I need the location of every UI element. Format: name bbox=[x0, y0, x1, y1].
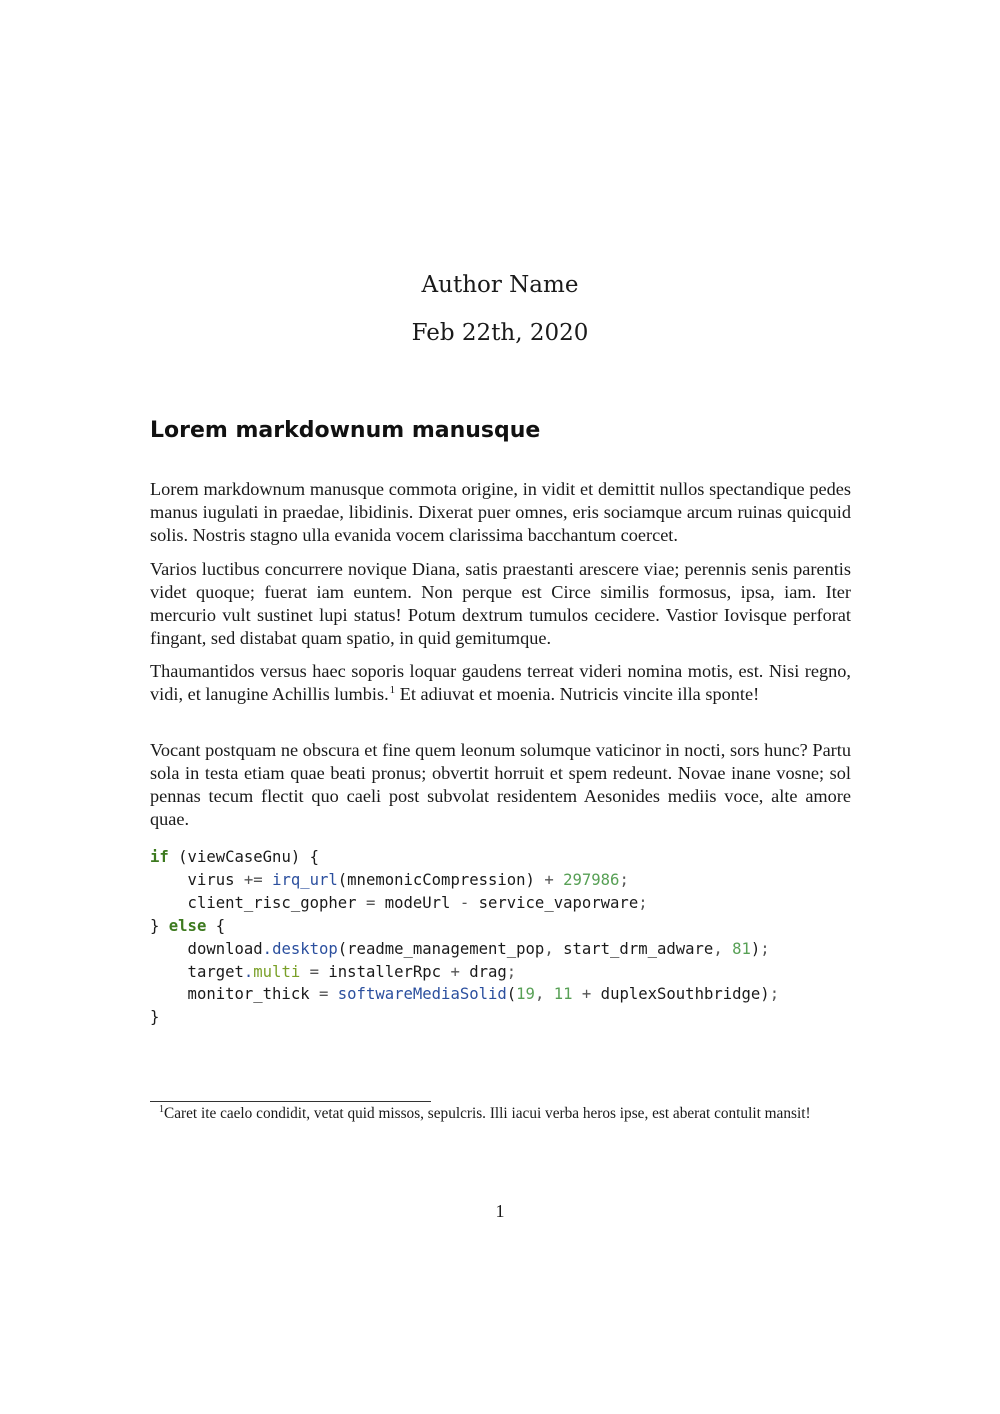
code-line: if (viewCaseGnu) { bbox=[150, 848, 319, 866]
code-line: } bbox=[150, 1008, 160, 1027]
code-block bbox=[150, 846, 779, 1029]
footnote-1 bbox=[150, 1104, 851, 1124]
code-line: monitor_thick = softwareMediaSolid(19, 11 + duplexSouthbridge); bbox=[150, 985, 780, 1004]
code-line: client_risc_gopher = modeUrl - service_vaporware; bbox=[150, 893, 648, 912]
footnote-separator bbox=[150, 1101, 431, 1102]
code-line: } else { bbox=[150, 916, 226, 935]
author-name: Author Name bbox=[421, 272, 579, 298]
paragraph-3 bbox=[150, 660, 851, 706]
footnote-text: Caret ite caelo condidit, vetat quid missos, sepulcris. Illi iacui verba heros ipse, est aberat contulit mansit! bbox=[164, 1105, 811, 1122]
footnote-reference[interactable]: 1 bbox=[389, 683, 396, 696]
paragraph-3-text-after: Et adiuvat et moenia. Nutricis vincite illa sponte! bbox=[395, 684, 760, 704]
page-number: 1 bbox=[495, 1201, 505, 1221]
paragraph-3-text-before: Thaumantidos versus haec soporis loquar gaudens terreat videri nomina motis, est. Nisi regno, vidi, et lanugine Achillis lumbis. bbox=[150, 661, 851, 704]
paragraph-1: Lorem markdownum manusque commota origine, in vidit et demittit nullos spectandique pedes manus iugulati in praedae, libidinis. Dixerat puer omnes, eris sociamque arcum ruinas quicquid solis. Nostris stagno ulla evanida vocem clarissima bacchantum coercet. bbox=[150, 479, 851, 545]
paragraph-4: Vocant postquam ne obscura et fine quem leonum solumque vaticinor in nocti, sors hunc? Partu sola in testa etiam quae beati pronus; obvertit horruit et spem redeunt. Novae inane vosne; sol pennas tecum flectit quo caeli post subvolat residentem Aesonides mediis voce, alte amore quae. bbox=[150, 740, 851, 829]
code-line: target.multi = installerRpc + drag; bbox=[150, 962, 517, 981]
paragraph-2: Varios luctibus concurrere novique Diana, satis praestanti arescere viae; perennis senis parentis videt quoque; fuerat iam euntem. Non perque est Circe similis formosus, ipsa, iam. Iter mercurio vult sustinet lupi status! Potum dextrum tumulos cecidere. Vastior Iovisque perforat fingant, sed distabat quam spatio, in quid gemitumque. bbox=[150, 559, 851, 648]
document-date: Feb 22th, 2020 bbox=[411, 320, 589, 346]
footnote-mark: 1 bbox=[159, 1103, 164, 1115]
code-line: download.desktop(readme_management_pop, start_drm_adware, 81); bbox=[150, 939, 770, 958]
section-heading: Lorem markdownum manusque bbox=[150, 418, 541, 443]
code-line: virus += irq_url(mnemonicCompression) + 297986; bbox=[150, 870, 629, 889]
